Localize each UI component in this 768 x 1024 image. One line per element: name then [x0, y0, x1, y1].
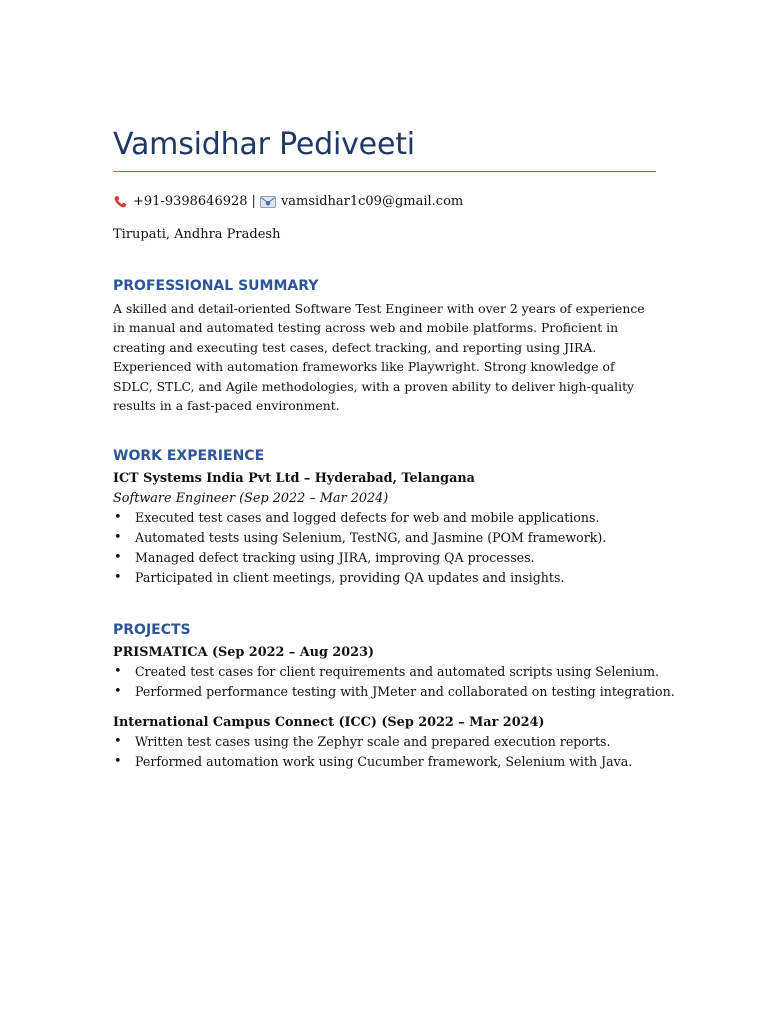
contact-separator: | — [251, 194, 256, 209]
work-bullet: • Participated in client meetings, providing QA updates and insights. — [113, 568, 658, 588]
project-bullet: • Created test cases for client requirements and automated scripts using Selenium. — [113, 662, 658, 682]
section-title-work: WORK EXPERIENCE — [113, 448, 265, 465]
project-bullet: • Performed performance testing with JMeter and collaborated on testing integration. — [113, 682, 658, 702]
phone-icon — [113, 195, 129, 209]
section-title-summary: PROFESSIONAL SUMMARY — [113, 278, 319, 294]
summary-text: A skilled and detail-oriented Software Test Engineer with over 2 years of experience in manual and automated testing across web and mobile platforms. Proficient in creating and executing test cases, defect tracking, and reporting using JIRA. Experienced with automation frameworks like Playwright. Strong knowledge of SDLC, STLC, and Agile methodologies, with a proven ability to deliver high-quality results in a fast-paced environment. — [113, 301, 645, 414]
project-bullet-list — [113, 662, 675, 702]
project-bullet: • Written test cases using the Zephyr scale and prepared execution reports. — [113, 732, 658, 752]
project-name: International Campus Connect (ICC) (Sep 2022 – Mar 2024) — [113, 715, 545, 731]
header-divider — [113, 171, 656, 172]
section-title-projects: PROJECTS — [113, 622, 191, 639]
candidate-name: Vamsidhar Pediveeti — [113, 127, 415, 162]
company-name: ICT Systems India Pvt Ltd – Hyderabad, Telangana — [113, 471, 475, 487]
phone-number: +91-9398646928 — [133, 194, 248, 209]
project-bullet-list — [113, 732, 658, 772]
work-bullet-list — [113, 508, 658, 588]
work-bullet: • Automated tests using Selenium, TestNG, and Jasmine (POM framework). — [113, 528, 658, 548]
job-role: Software Engineer (Sep 2022 – Mar 2024) — [113, 491, 389, 507]
contact-line — [113, 193, 658, 211]
project-bullet: • Performed automation work using Cucumber framework, Selenium with Java. — [113, 752, 658, 772]
location: Tirupati, Andhra Pradesh — [113, 227, 281, 242]
email-address[interactable]: vamsidhar1c09@gmail.com — [280, 194, 464, 209]
project-name: PRISMATICA (Sep 2022 – Aug 2023) — [113, 645, 375, 661]
work-bullet: • Executed test cases and logged defects for web and mobile applications. — [113, 508, 658, 528]
envelope-icon — [260, 196, 276, 208]
work-bullet: • Managed defect tracking using JIRA, improving QA processes. — [113, 548, 658, 568]
resume-content — [113, 126, 675, 772]
